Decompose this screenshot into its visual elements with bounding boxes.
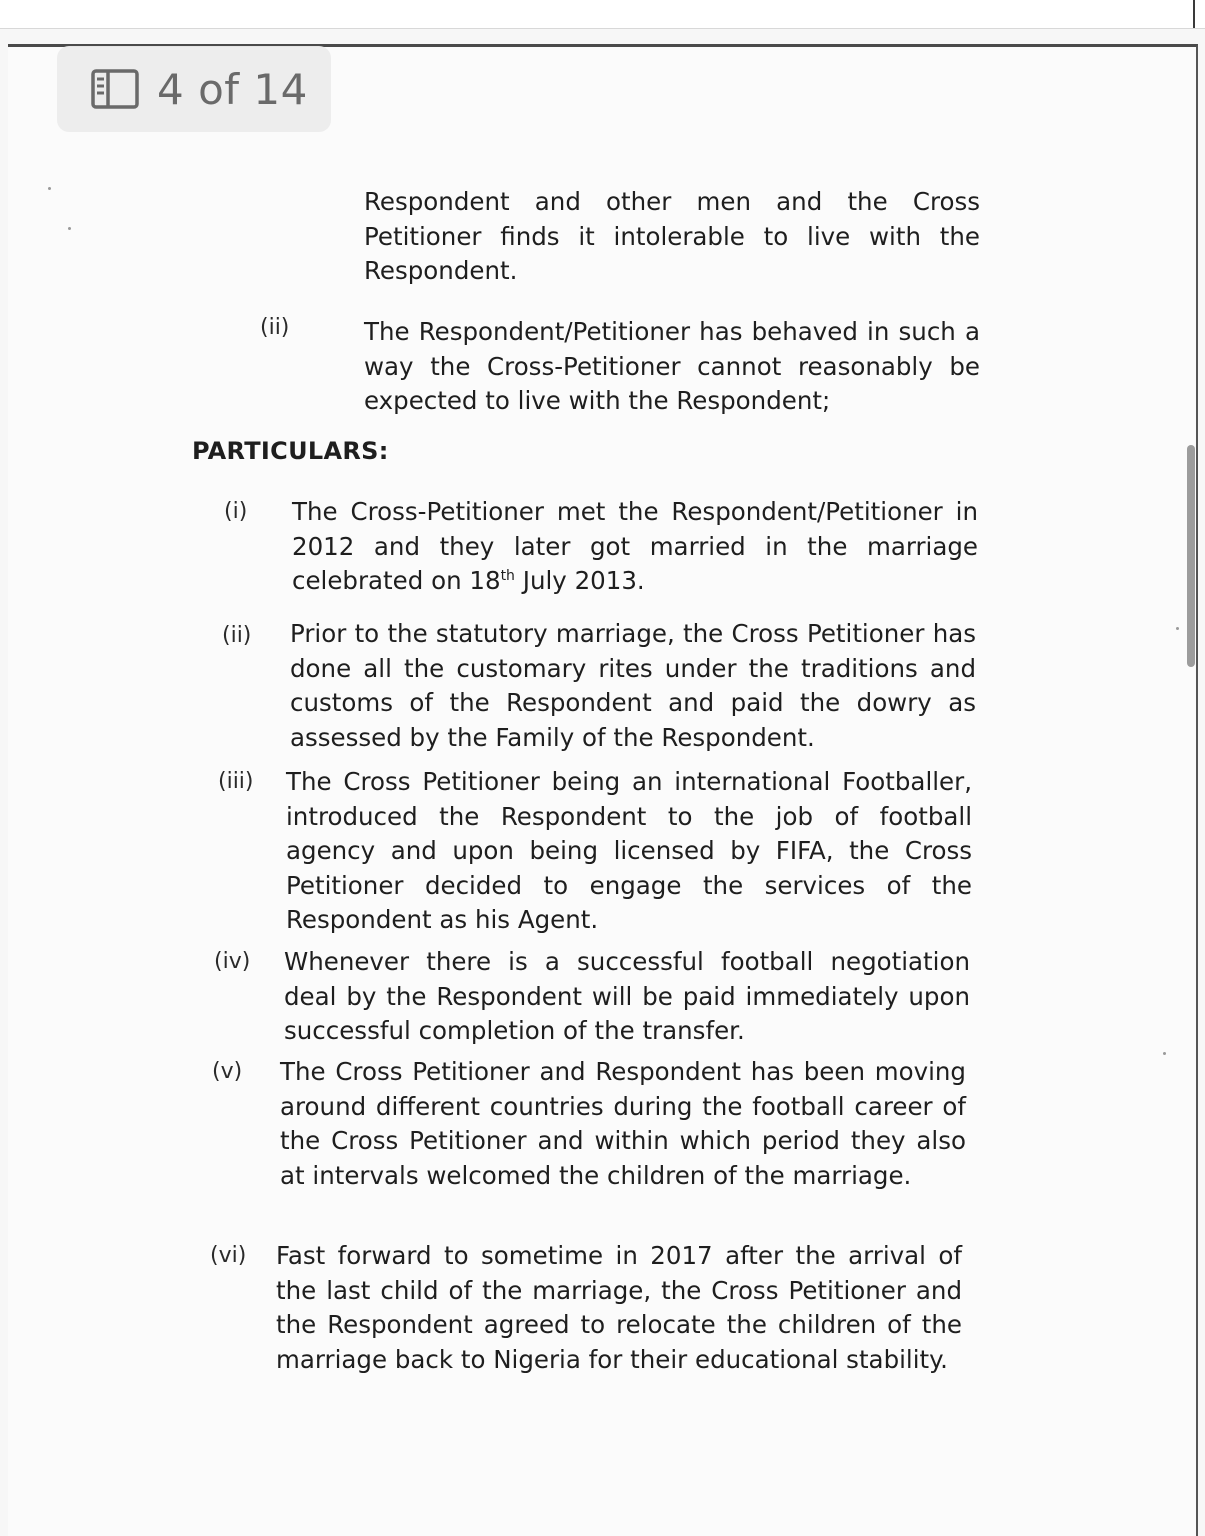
particular-text: Whenever there is a successful football negotiation deal by the Respondent will be paid immediately upon successful completion of the transfer. [284,947,970,1045]
page-thumbnails-icon [91,69,139,109]
particulars-heading: PARTICULARS: [192,437,389,465]
particular-number: (i) [224,499,248,524]
particular-number: (iv) [214,949,251,974]
page-content [8,47,1196,1536]
superscript-ordinal: th [500,567,515,584]
intro-paragraph: Respondent and other men and the Cross Petitioner finds it intolerable to live with the Respondent. [364,187,980,285]
page-border [1193,0,1195,28]
particular-number: (v) [212,1059,243,1084]
ground-number: (ii) [260,315,290,340]
particular-number: (iii) [218,769,254,794]
vertical-scrollbar[interactable] [1187,445,1195,667]
ground-text: The Respondent/Petitioner has behaved in such a way the Cross-Petitioner cannot reasonably be expected to live with the Respondent; [364,317,980,415]
particular-number: (vi) [210,1243,247,1268]
particular-number: (ii) [222,623,252,648]
particular-text: Fast forward to sometime in 2017 after the arrival of the last child of the marriage, the Cross Petitioner and the Respondent agreed to relocate the children of the marriage back to Nigeria for their educational stability. [276,1241,962,1374]
particular-text: The Cross-Petitioner met the Respondent/Petitioner in 2012 and they later got married in the marriage celebrated on 18th July 2013. [292,497,978,595]
document-page [8,44,1198,1536]
particular-text: The Cross Petitioner and Respondent has been moving around different countries during the football career of the Cross Petitioner and within which period they also at intervals welcomed the children of the marriage. [280,1057,966,1190]
page-indicator-label: 4 of 14 [157,64,308,114]
page-indicator[interactable] [57,46,331,132]
particular-text: The Cross Petitioner being an international Footballer, introduced the Respondent to the job of football agency and upon being licensed by FIFA, the Cross Petitioner decided to engage the services of the Respondent as his Agent. [286,767,972,934]
particular-text: Prior to the statutory marriage, the Cross Petitioner has done all the customary rites under the traditions and customs of the Respondent and paid the dowry as assessed by the Family of the Respondent. [290,619,976,752]
previous-page-edge [0,0,1205,29]
